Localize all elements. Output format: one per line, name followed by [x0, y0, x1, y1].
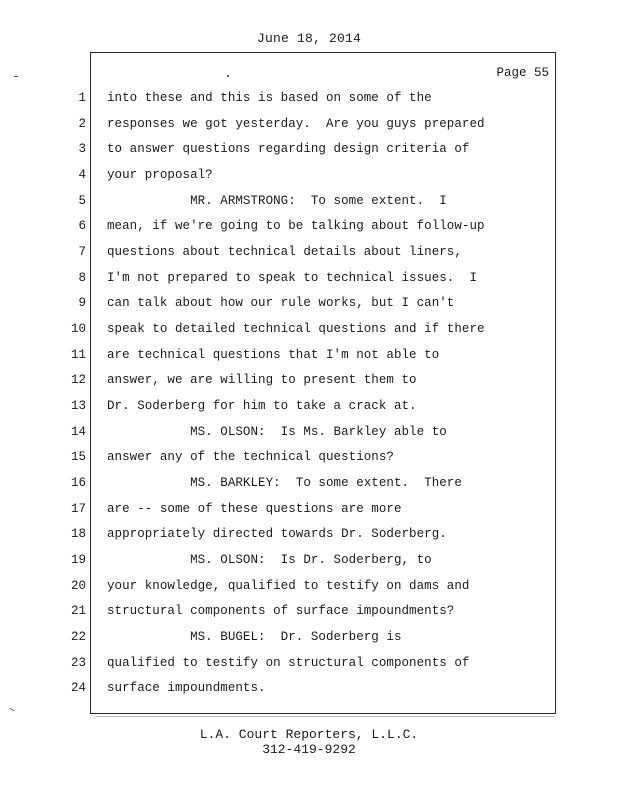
transcript-line: speak to detailed technical questions and if there — [107, 322, 485, 336]
scan-edge-line — [95, 716, 555, 717]
line-number: 12 — [70, 373, 86, 387]
transcript-line: appropriately directed towards Dr. Soderberg. — [107, 527, 447, 541]
transcript-line: structural components of surface impoundments? — [107, 604, 455, 618]
line-number: 9 — [78, 296, 86, 310]
transcript-line: your knowledge, qualified to testify on dams and — [107, 579, 470, 593]
transcript-line: mean, if we're going to be talking about follow-up — [107, 219, 485, 233]
line-number: 20 — [70, 579, 86, 593]
scan-speck — [9, 708, 15, 712]
line-number: 7 — [78, 245, 86, 259]
line-number: 3 — [78, 142, 86, 156]
line-number: 22 — [70, 630, 86, 644]
transcript-line: MS. BUGEL: Dr. Soderberg is — [107, 630, 402, 644]
line-number: 15 — [70, 450, 86, 464]
transcript-line: into these and this is based on some of the — [107, 91, 432, 105]
transcript-line: answer any of the technical questions? — [107, 450, 394, 464]
transcript-line: I'm not prepared to speak to technical issues. I — [107, 271, 478, 285]
transcript-line: answer, we are willing to present them to — [107, 373, 417, 387]
transcript-line: can talk about how our rule works, but I can't — [107, 296, 455, 310]
transcript-line: surface impoundments. — [107, 681, 266, 695]
transcript-line: MS. BARKLEY: To some extent. There — [107, 476, 462, 490]
transcript-line: responses we got yesterday. Are you guys prepared — [107, 117, 485, 131]
footer-phone: 312-419-9292 — [262, 742, 356, 757]
page-number: Page 55 — [496, 66, 549, 80]
line-number: 19 — [70, 553, 86, 567]
line-number: 11 — [70, 348, 86, 362]
transcript-line: questions about technical details about liners, — [107, 245, 462, 259]
transcript-line: your proposal? — [107, 168, 213, 182]
line-number: 5 — [78, 194, 86, 208]
transcript-line: MR. ARMSTRONG: To some extent. I — [107, 194, 447, 208]
line-number: 23 — [70, 656, 86, 670]
line-number: 16 — [70, 476, 86, 490]
transcript-line: MS. OLSON: Is Ms. Barkley able to — [107, 425, 447, 439]
line-number: 8 — [78, 271, 86, 285]
transcript-line: qualified to testify on structural components of — [107, 656, 470, 670]
line-number: 6 — [78, 219, 86, 233]
line-number: 4 — [78, 168, 86, 182]
header-date: June 18, 2014 — [256, 31, 362, 46]
line-number: 13 — [70, 399, 86, 413]
transcript-line: Dr. Soderberg for him to take a crack at. — [107, 399, 417, 413]
line-number: 17 — [70, 502, 86, 516]
transcript-line: to answer questions regarding design criteria of — [107, 142, 470, 156]
transcript-line: MS. OLSON: Is Dr. Soderberg, to — [107, 553, 432, 567]
footer-company: L.A. Court Reporters, L.L.C. — [199, 727, 419, 742]
scan-speck — [14, 76, 18, 77]
line-number: 18 — [70, 527, 86, 541]
transcript-line: are technical questions that I'm not able to — [107, 348, 440, 362]
scan-speck — [227, 75, 229, 77]
transcript-line: are -- some of these questions are more — [107, 502, 402, 516]
line-number: 21 — [70, 604, 86, 618]
line-number: 14 — [70, 425, 86, 439]
line-number: 2 — [78, 117, 86, 131]
line-number: 24 — [70, 681, 86, 695]
line-number: 1 — [78, 91, 86, 105]
line-number: 10 — [70, 322, 86, 336]
